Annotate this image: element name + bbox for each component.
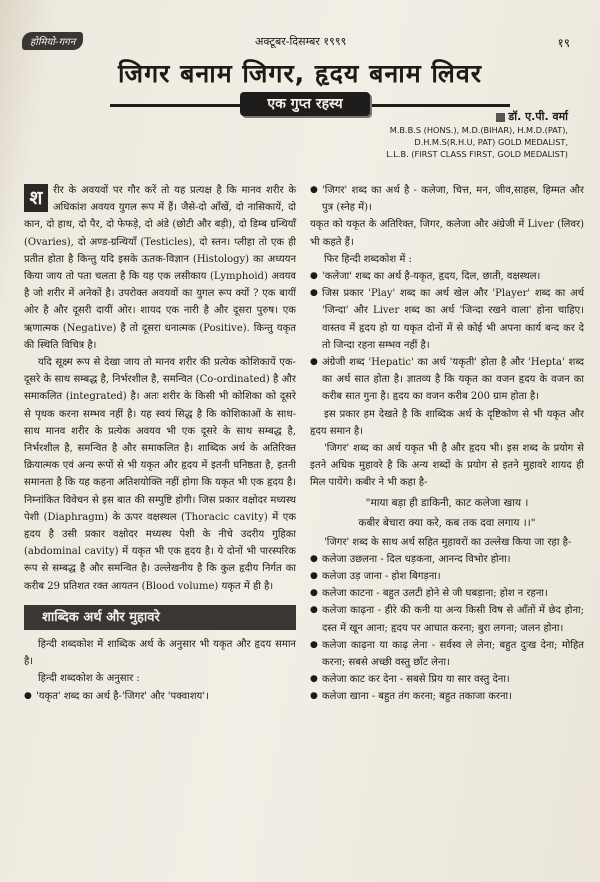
bullet-icon: ●: [310, 288, 318, 299]
page-header: [0, 24, 600, 52]
author-icon: [496, 113, 505, 122]
right-column: [310, 182, 584, 706]
idiom-item: ● कलेजा उड़ जाना - होश बिगड़ना।: [310, 568, 584, 585]
idiom-item: ● कलेजा काढ़ना या काढ़ लेना - सर्वस्व ले लेना; बहुत दुःख देना; मोहित करना; सबसे अच्छी वस्तु छाँट लेना।: [310, 637, 584, 671]
author-credential: L.L.B. (FIRST CLASS FIRST, GOLD MEDALIST): [386, 149, 568, 159]
author-name: डॉ. ए.पी. वर्मा: [508, 110, 568, 123]
idiom-item: ● कलेजा काटना - बहुत उलटी होने से जी घबड़ाना; होश न रहना।: [310, 585, 584, 602]
intro-paragraph: [24, 182, 296, 354]
paragraph: 'जिगर' शब्द के साथ अर्थ सहित मुहावरों का उल्लेख किया जा रहा है-: [324, 536, 572, 548]
bullet-icon: ●: [310, 357, 318, 368]
author-name-line: [386, 110, 568, 124]
bullet-icon: ●: [310, 185, 318, 195]
drop-cap: श: [24, 184, 48, 212]
article-title: जिगर बनाम जिगर, हृदय बनाम लिवर: [118, 59, 482, 88]
idiom-item: ● कलेजा उछलना - दिल धड़कना, आनन्द विभोर होना।: [310, 551, 584, 568]
list-item: ● 'जिगर' शब्द का अर्थ है - कलेजा, चित्त, मन, जीव,साहस, हिम्मत और पुत्र (स्नेह में)।: [310, 182, 584, 216]
article-subtitle: एक गुप्त रहस्य: [240, 92, 370, 116]
bullet-icon: ●: [310, 691, 318, 702]
kabir-quote-line: "माया बड़ा ही डाकिनी, काट कलेजा खाय ।: [365, 496, 529, 509]
list-item: ● जिस प्रकार 'Play' शब्द का अर्थ खेल और 'Player' शब्द का अर्थ 'जिन्दा' और Liver शब्द का अर्थ 'जिन्दा रखने वाला' होना चाहिए। वास्तव में हृदय हो या यकृत दोनों में से कोई भी अपना कार्य बन्द कर दे तो जिन्दा रहना सम्भव नहीं है।: [310, 285, 584, 354]
paragraph: इस प्रकार हम देखते है कि शाब्दिक अर्थ के दृष्टिकोण से भी यकृत और हृदय समान है।: [310, 408, 584, 437]
paragraph: यदि सूक्ष्म रूप से देखा जाय तो मानव शरीर की प्रत्येक कोशिकायें एक-दूसरे के साथ सम्बद्ध है, निर्भरशील है, समन्वित (Co-ordinated) है और समाकलित (integrated) है। अतः शरीर के किसी भी कोशिका को दूसरे से पृथक करना सम्भव नहीं है। यह स्वयं सिद्ध है कि कोशिकाओं के साथ-साथ मानव शरीर के प्रत्येक अवयव भी एक दूसरे के साथ सम्बद्ध है, निर्भरशील है, समन्वित है और समाकलित है। शाब्दिक अर्थ के अतिरिक्त क्रियात्मक एवं अन्य रूपों से भी यकृत और हृदय में इतनी घनिष्ठता है, इतनी समानता है कि यह कहना अतिशयोक्ति नहीं होगा कि यकृत भी एक हृदय है। निम्नांकित विवेचन से इस बात की सम्पुष्टि होगी। जिस प्रकार वक्षोदर मध्यस्थ पेशी (Diaphragm) के ऊपर वक्षस्थल (Thoracic cavity) में एक हृदय है उसी प्रकार वक्षोदर मध्यस्थ पेशी के नीचे उदरीय गुहिका (abdominal cavity) में यकृत भी एक हृदय है। ये दोनों भी पारस्परिक रूप से सम्बद्ध है और समन्वित है। उल्लेखनीय है कि कुल हृदीय निर्गत का करीब 29 प्रतिशत रक्त आयतन (Blood volume) यकृत में ही है।: [24, 357, 296, 592]
bullet-icon: ●: [310, 553, 318, 564]
author-block: [386, 110, 568, 160]
paragraph: 'जिगर' शब्द का अर्थ यकृत भी है और हृदय भी। इस शब्द के प्रयोग से इतने अधिक मुहावरे है कि अन्य शब्दों के प्रयोग से इतने मुहावरे शायद ही मिल पायेंगे। कबीर ने भी कहा है-: [310, 443, 584, 489]
idiom-item: ● कलेजा काट कर देना - सबसे प्रिय या सार वस्तु देना।: [310, 671, 584, 688]
bullet-icon: ●: [24, 690, 32, 701]
paragraph: हिन्दी शब्दकोश में शाब्दिक अर्थ के अनुसार भी यकृत और हृदय समान है।: [24, 639, 296, 668]
magazine-brand: होमियो-गगन: [22, 32, 83, 50]
issue-date: अक्टूबर-दिसम्बर १९९९: [255, 35, 347, 48]
kabir-quote-line: कबीर बेचारा क्या करे, कब तक दवा लगाय ।।": [358, 516, 536, 529]
section-heading: शाब्दिक अर्थ और मुहावरे: [24, 605, 296, 630]
bullet-icon: ●: [310, 271, 318, 282]
idiom-item: ● कलेजा खाना - बहुत तंग करना; बहुत तकाजा करना।: [310, 688, 584, 705]
intro-text: रीर के अवयवों पर गौर करें तो यह प्रत्यक्ष है कि मानव शरीर के अधिकांश अवयव युगल रूप में हैं। जैसे-दो आँखें, दो नासिकायें, दो कान, दो हाथ, दो पैर, दो फेफड़े, दो अंडे (छोटी और बड़ी), दो डिम्ब ग्रन्थियाँ (Ovaries), दो अण्ड-ग्रन्थियाँ (Testicles), दो स्तन। प्लीहा तो एक ही प्रतीत होता है किन्तु यदि इसके ऊतक-विज्ञान (Histology) का अध्ययन किया जाय तो पता चलता है कि यह एक लसीकाय (Lymphoid) अवयव है जो शरीर में अनेकों है। उपरोक्त अवयवों का युगल रूप क्यों ? एक बायीं ओर है और दूसरी दायीं ओर। शायद एक नारी है और दूसरा पुरुष। एक ऋणात्मक (Negative) है तो दूसरा धनात्मक (Positive). किन्तु यकृत की स्थिति विचित्र है।: [24, 185, 296, 351]
list-item: ● 'यकृत' शब्द का अर्थ है-'जिगर' और 'पक्वाशय'।: [24, 688, 296, 705]
bullet-icon: ●: [310, 571, 318, 582]
paragraph: यकृत को यकृत के अतिरिक्त, जिगर, कलेजा और अंग्रेजी में Liver (लिवर) भी कहते हैं।: [310, 219, 584, 248]
bullet-icon: ●: [310, 639, 318, 650]
paragraph: हिन्दी शब्दकोश के अनुसार :: [38, 673, 140, 685]
paragraph: फिर हिन्दी शब्दकोश में :: [324, 253, 412, 265]
idiom-item: ● कलेजा काढ़ना - हीरे की कनी या अन्य किसी विष से आँतों में छेद होना; दस्त में खून आना; हृदय पर आघात करना; बुरा लगना; जलन होना।: [310, 602, 584, 636]
bullet-icon: ●: [310, 674, 318, 685]
bullet-icon: ●: [310, 605, 318, 616]
author-credential: M.B.B.S (HONS.), M.D.(BIHAR), H.M.D.(PAT),: [389, 125, 568, 135]
page-number: १९: [557, 36, 570, 50]
left-column: [24, 182, 296, 705]
list-item: ● 'कलेजा' शब्द का अर्थ है-यकृत, हृदय, दिल, छाती, वक्षस्थल।: [310, 268, 584, 285]
author-credential: D.H.M.S(R.H.U, PAT) GOLD MEDALIST,: [414, 137, 568, 147]
bullet-icon: ●: [310, 588, 318, 599]
list-item: ● अंग्रेजी शब्द 'Hepatic' का अर्थ 'यकृती' होता है और 'Hepta' शब्द का अर्थ सात होता है। ज्ञातव्य है कि यकृत का वजन हृदय के वजन का करीब सात गुना है। हृदय का वजन करीब 200 ग्राम होता है।: [310, 354, 584, 406]
